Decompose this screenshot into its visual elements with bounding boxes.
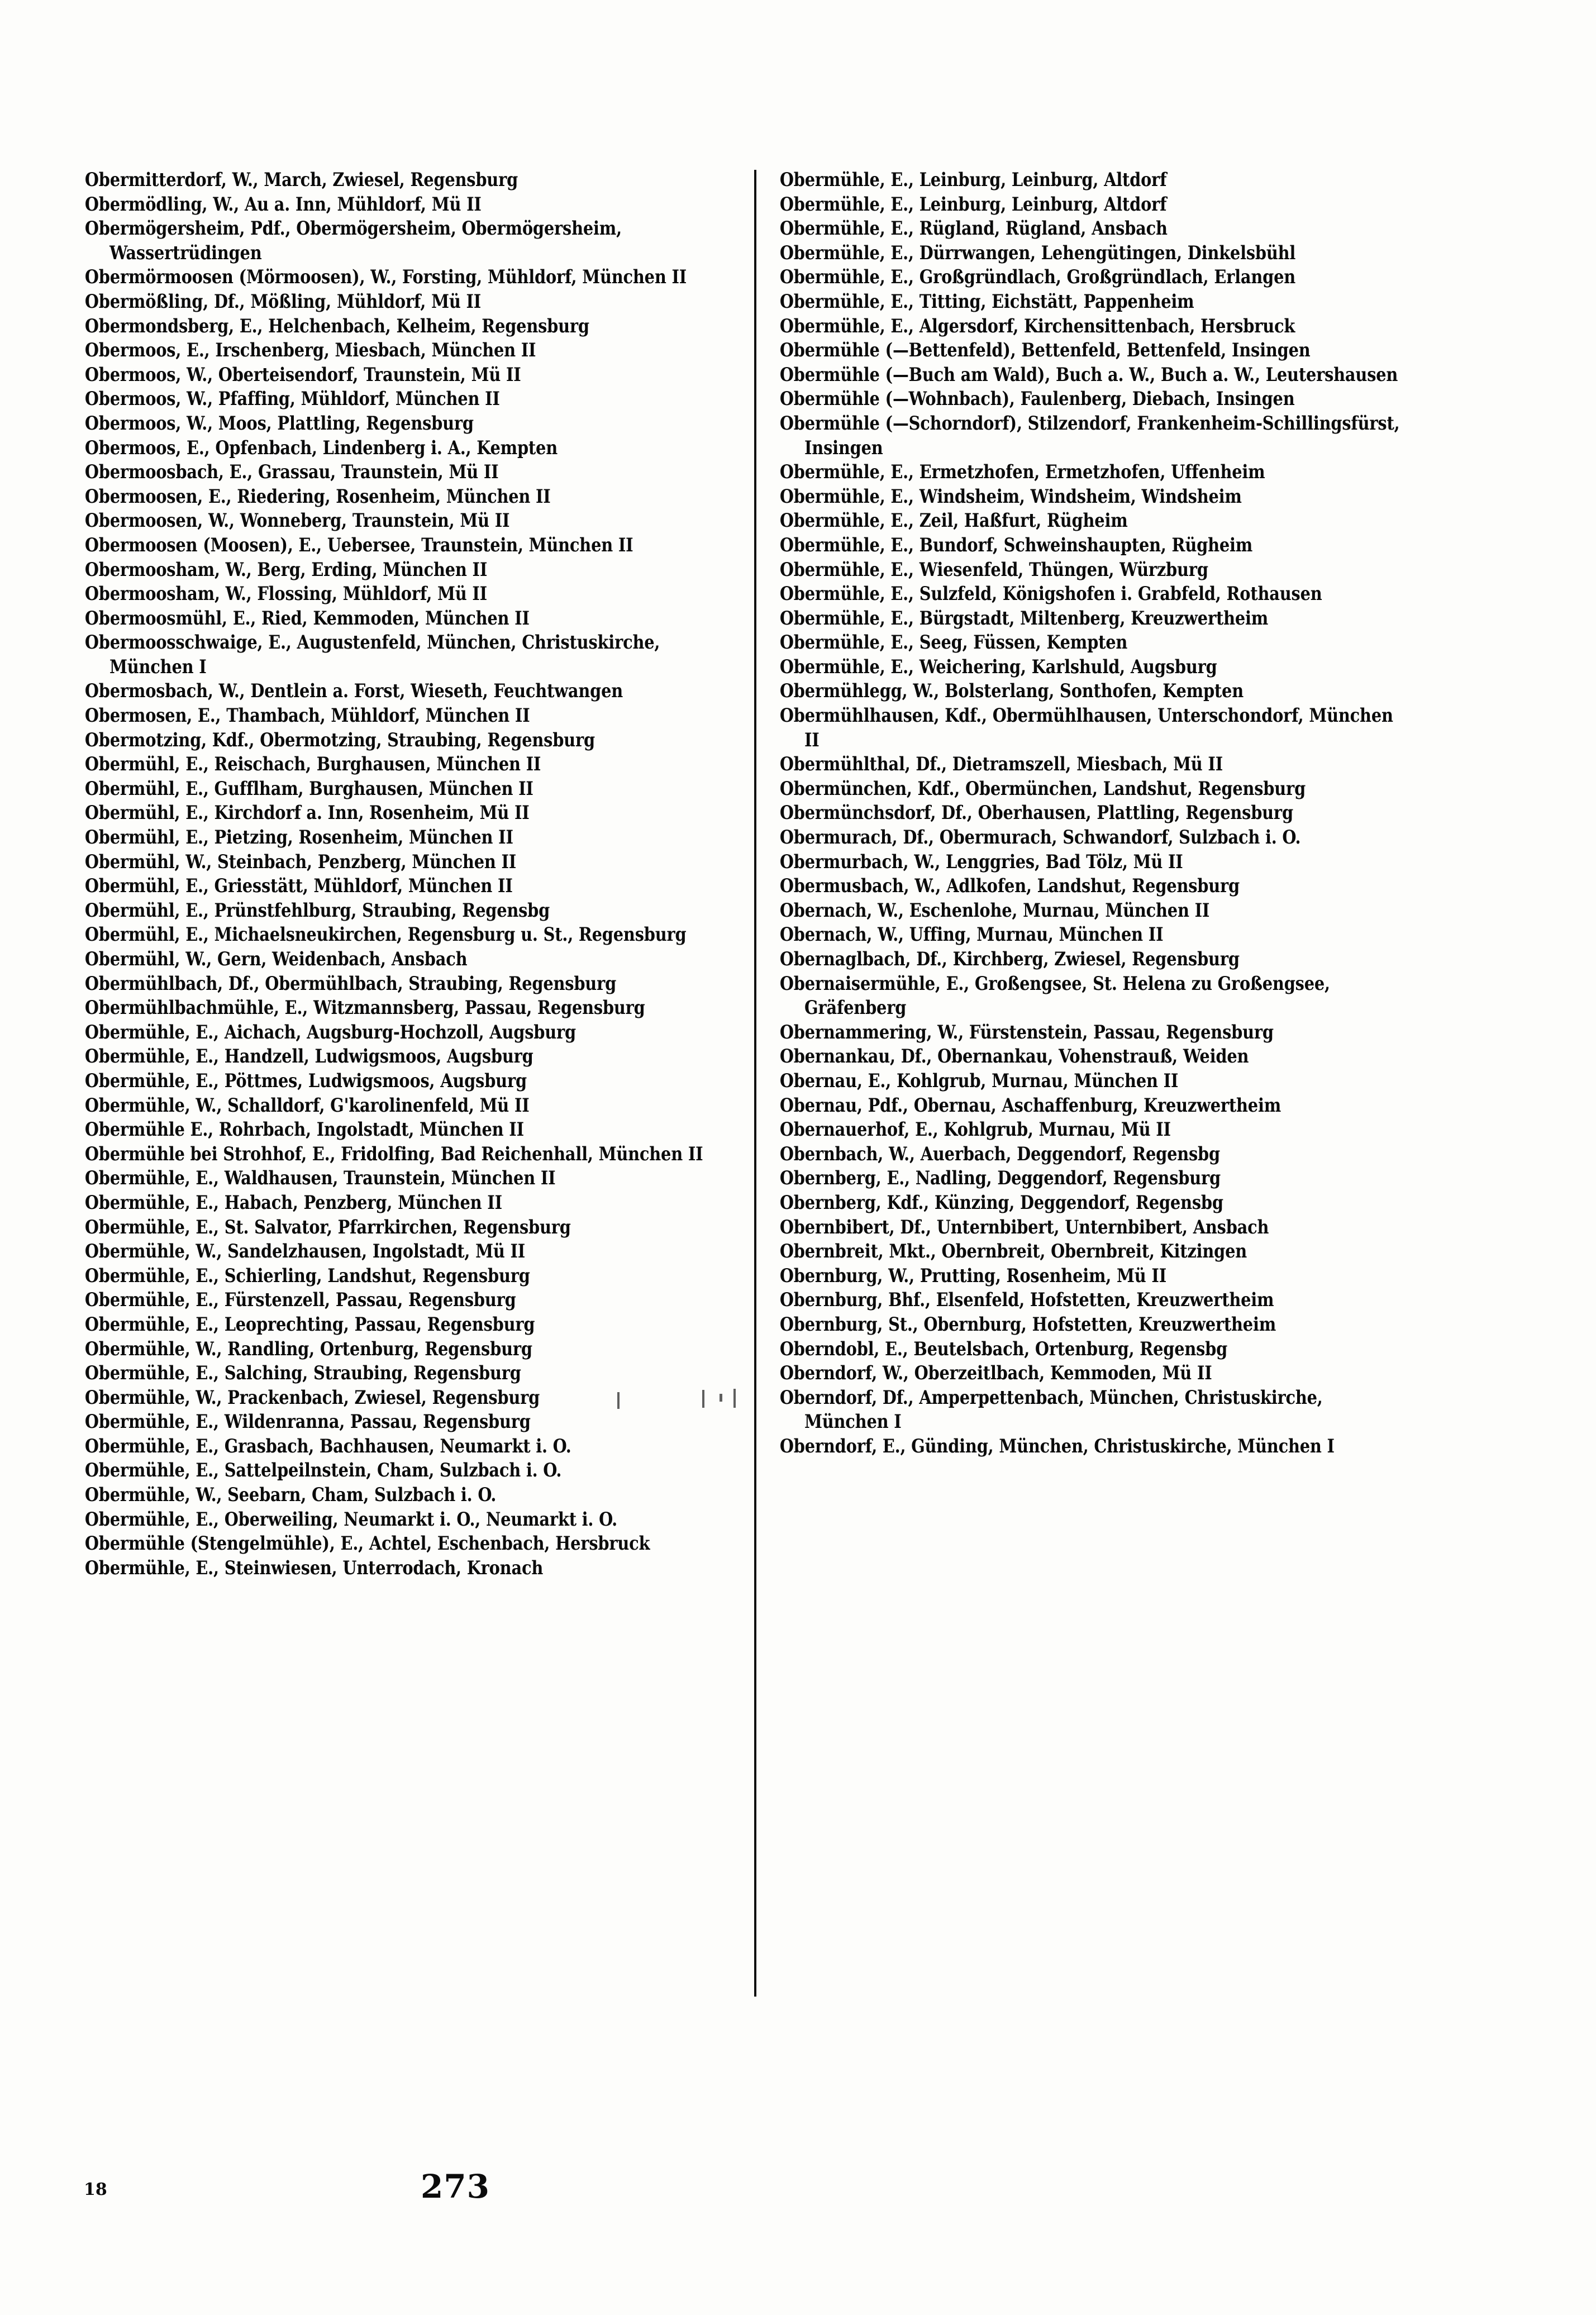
entry-text: Obermühle, E., Ermetzhofen, Ermetzhofen, Uffenheim [779,461,1265,483]
entry-text: Obermühl, E., Reischach, Burghausen, München II [84,753,541,775]
gazetteer-entry [84,1556,737,1580]
gazetteer-entry [779,411,1427,460]
entry-text: Obermühle, W., Randling, Ortenburg, Regensburg [84,1337,532,1360]
entry-text: Obermoos, E., Irschenberg, Miesbach, München II [84,339,536,361]
entry-text: Obermoosbach, E., Grassau, Traunstein, Mü II [84,461,499,483]
entry-text: Obermosbach, W., Dentlein a. Forst, Wieseth, Feuchtwangen [84,680,623,702]
gazetteer-entry [779,971,1427,1020]
entry-text: Obermühle, E., St. Salvator, Pfarrkirchen, Regensburg [84,1216,571,1238]
entry-text: Obermühle (—Wohnbach), Faulenberg, Diebach, Insingen [779,388,1295,410]
entry-text: Obermühle, E., Rügland, Rügland, Ansbach [779,217,1168,240]
entry-text: Obermühlegg, W., Bolsterlang, Sonthofen, Kempten [779,680,1244,702]
gazetteer-entry [84,558,737,582]
gazetteer-entry [84,1458,737,1483]
gazetteer-entry [84,1312,737,1337]
entry-text: Obermoos, W., Oberteisendorf, Traunstein, Mü II [84,363,521,385]
entry-text: Obermühle (—Bettenfeld), Bettenfeld, Bettenfeld, Insingen [779,339,1311,361]
entry-text: Obermühl, E., Prünstfehlburg, Straubing, Regensbg [84,899,550,921]
gazetteer-entry [84,898,737,923]
scan-speck [702,1390,704,1408]
gazetteer-entry [779,387,1427,411]
entry-text: Obernauerhof, E., Kohlgrub, Murnau, Mü II [779,1118,1171,1141]
entry-text: Obermühl, E., Pietzing, Rosenheim, München II [84,826,513,849]
gazetteer-entry [84,1166,737,1190]
gazetteer-entry [84,216,737,265]
entry-text: Obermühle, E., Bundorf, Schweinshaupten, Rügheim [779,534,1253,556]
entry-text: Obermühle, E., Weichering, Karlshuld, Augsburg [779,655,1217,678]
gazetteer-entry [84,314,737,339]
gazetteer-entry [779,850,1427,874]
entry-text: Obernankau, Df., Obernankau, Vohenstrauß, Weiden [779,1045,1249,1068]
entry-text: Obermühle, W., Schalldorf, G'karolinenfeld, Mü II [84,1094,530,1116]
entry-text: Obermühle, W., Prackenbach, Zwiesel, Regensburg [84,1386,540,1408]
gazetteer-entry [84,1020,737,1045]
gazetteer-entry [779,338,1427,363]
scan-speck [617,1392,620,1409]
gazetteer-entry [84,874,737,898]
entry-text: Obermühle, E., Handzell, Ludwigsmoos, Augsburg [84,1045,533,1068]
entry-text: Obermühle, E., Waldhausen, Traunstein, München II [84,1167,556,1189]
gazetteer-entry [84,703,737,728]
gazetteer-entry [84,1531,737,1556]
entry-text: Obermühle, E., Bürgstadt, Miltenberg, Kreuzwertheim [779,607,1269,629]
entry-text: Obermurach, Df., Obermurach, Schwandorf, Sulzbach i. O. [779,826,1301,849]
entry-text: Obermondsberg, E., Helchenbach, Kelheim, Regensburg [84,315,589,337]
entry-text: Obermühle, E., Leinburg, Leinburg, Altdorf [779,193,1167,215]
page-footer [84,2168,1469,2218]
gazetteer-entry [779,192,1427,217]
gazetteer-entry [84,922,737,947]
entry-text: Obermühle, E., Wildenranna, Passau, Regensburg [84,1411,531,1433]
entry-text: Obermühle, E., Salching, Straubing, Regensburg [84,1362,521,1384]
entry-text: Obermühle, E., Sulzfeld, Königshofen i. Grabfeld, Rothausen [779,583,1322,605]
entry-text: Obernach, W., Eschenlohe, Murnau, München II [779,899,1210,921]
entry-text: Obernburg, St., Obernburg, Hofstetten, Kreuzwertheim [779,1313,1276,1335]
entry-text: Obermühl, E., Gufflham, Burghausen, München II [84,777,533,799]
gazetteer-entry [779,630,1427,655]
gazetteer-entry [84,1093,737,1118]
entry-text: Obermühlthal, Df., Dietramszell, Miesbach, Mü II [779,753,1223,775]
entry-text: Obermühl, W., Steinbach, Penzberg, München II [84,850,517,873]
gazetteer-entry [779,1215,1427,1240]
two-column-layout [84,168,1469,2033]
entry-text: Obermusbach, W., Adlkofen, Landshut, Regensburg [779,875,1240,897]
entry-text: Obermörmoosen (Mörmoosen), W., Forsting, Mühldorf, München II [84,266,687,288]
entry-text: Obernburg, W., Prutting, Rosenheim, Mü II [779,1264,1167,1287]
entry-text: Obermühlhausen, Kdf., Obermühlhausen, Unterschondorf, München II [779,704,1399,751]
entry-text: Obermühle, E., Habach, Penzberg, München II [84,1191,502,1213]
gazetteer-entry [779,1069,1427,1093]
gazetteer-entry [779,1239,1427,1264]
entry-text: Obermosen, E., Thambach, Mühldorf, München II [84,704,530,727]
gazetteer-entry [779,777,1427,801]
gazetteer-entry [779,168,1427,192]
gazetteer-entry [779,1190,1427,1215]
entry-text: Obermühle, E., Seeg, Füssen, Kempten [779,631,1128,654]
entry-text: Oberndorf, Df., Amperpettenbach, München, Christuskirche, München I [779,1386,1328,1433]
gazetteer-entry [84,801,737,825]
gazetteer-entry [779,1044,1427,1069]
gazetteer-entry [84,168,737,192]
entry-text: Obermünchsdorf, Df., Oberhausen, Plattling, Regensburg [779,802,1293,824]
entry-text: Obernach, W., Uffing, Murnau, München II [779,923,1164,946]
gazetteer-entry [779,1361,1427,1385]
gazetteer-entry [779,922,1427,947]
gazetteer-entry [84,1434,737,1459]
gazetteer-entry [779,1385,1427,1434]
gazetteer-entry [779,898,1427,923]
entry-text: Obermühlbachmühle, E., Witzmannsberg, Passau, Regensburg [84,997,645,1019]
gazetteer-entry [84,752,737,777]
gazetteer-entry [84,1069,737,1093]
entry-text: Obernaisermühle, E., Großengsee, St. Helena zu Großengsee, Gräfenberg [779,972,1336,1019]
entry-text: Obernbach, W., Auerbach, Deggendorf, Regensbg [779,1142,1220,1165]
gazetteer-entry [779,703,1427,752]
entry-text: Obernau, Pdf., Obernau, Aschaffenburg, Kreuzwertheim [779,1094,1281,1116]
signature-mark: 18 [84,2180,107,2199]
gazetteer-entry [84,387,737,411]
entry-text: Obermühle, E., Zeil, Haßfurt, Rügheim [779,509,1128,532]
entry-text: Obermoos, W., Moos, Plattling, Regensburg [84,412,474,434]
gazetteer-entry [84,1337,737,1361]
entry-text: Obermitterdorf, W., March, Zwiesel, Regensburg [84,169,518,190]
gazetteer-entry [84,630,737,679]
gazetteer-entry [84,1483,737,1507]
gazetteer-entry [779,825,1427,850]
entry-text: Obermühle, W., Sandelzhausen, Ingolstadt, Mü II [84,1240,526,1263]
gazetteer-entry [84,1385,737,1410]
page-body [84,168,1469,2033]
gazetteer-entry [779,752,1427,777]
gazetteer-entry [84,679,737,703]
gazetteer-entry [84,533,737,558]
gazetteer-entry [779,582,1427,606]
entry-text: Obermühle, E., Aichach, Augsburg-Hochzoll, Augsburg [84,1021,577,1043]
gazetteer-entry [779,1166,1427,1190]
gazetteer-entry [84,1409,737,1434]
entry-text: Obermoosen (Moosen), E., Uebersee, Traunstein, München II [84,534,633,556]
gazetteer-entry [84,947,737,971]
entry-text: Obernberg, E., Nadling, Deggendorf, Regensburg [779,1167,1221,1189]
gazetteer-entry [84,971,737,996]
entry-text: Obermößling, Df., Mößling, Mühldorf, Mü II [84,290,482,312]
gazetteer-entry [779,1288,1427,1312]
gazetteer-entry [84,192,737,217]
entry-text: Obernburg, Bhf., Elsenfeld, Hofstetten, Kreuzwertheim [779,1289,1274,1311]
entry-text: Obermühle, E., Fürstenzell, Passau, Regensburg [84,1289,516,1311]
entry-text: Obermühle, E., Windsheim, Windsheim, Windsheim [779,485,1242,507]
entry-text: Obermödling, W., Au a. Inn, Mühldorf, Mü II [84,193,482,215]
entry-text: Oberndobl, E., Beutelsbach, Ortenburg, Regensbg [779,1337,1228,1360]
entry-text: Obermühl, E., Michaelsneukirchen, Regensburg u. St., Regensburg [84,923,687,946]
entry-text: Obermühlbach, Df., Obermühlbach, Straubing, Regensburg [84,972,617,994]
gazetteer-entry [84,582,737,606]
page-number: 273 [420,2168,490,2206]
gazetteer-entry [84,338,737,363]
entry-text: Obermühle (Stengelmühle), E., Achtel, Eschenbach, Hersbruck [84,1532,650,1555]
gazetteer-entry [84,1288,737,1312]
gazetteer-entry [84,1142,737,1166]
gazetteer-entry [84,728,737,752]
entry-text: Obermühle E., Rohrbach, Ingolstadt, München II [84,1118,524,1141]
entry-text: Obermühle (—Buch am Wald), Buch a. W., Buch a. W., Leutershausen [779,363,1398,385]
gazetteer-entry [779,679,1427,703]
entry-text: Obernaglbach, Df., Kirchberg, Zwiesel, Regensburg [779,948,1240,970]
gazetteer-entry [84,777,737,801]
gazetteer-entry [779,484,1427,509]
entry-text: Obermoosham, W., Berg, Erding, München II [84,558,488,580]
gazetteer-entry [779,314,1427,339]
gazetteer-entry [779,801,1427,825]
entry-text: Obermühle, E., Oberweiling, Neumarkt i. O., Neumarkt i. O. [84,1508,618,1530]
entry-text: Obernbibert, Df., Unternbibert, Unternbibert, Ansbach [779,1216,1269,1238]
entry-text: Obermühle, E., Großgründlach, Großgründlach, Erlangen [779,266,1296,288]
gazetteer-entry [84,606,737,631]
gazetteer-entry [779,874,1427,898]
entry-text: Obermoosmühl, E., Ried, Kemmoden, München II [84,607,530,629]
gazetteer-entry [779,1020,1427,1045]
gazetteer-entry [84,436,737,460]
gazetteer-entry [779,1264,1427,1288]
gazetteer-entry [84,1215,737,1240]
gazetteer-entry [779,947,1427,971]
entry-text: Obermoos, E., Opfenbach, Lindenberg i. A., Kempten [84,436,558,459]
entry-text: Obermühle, E., Steinwiesen, Unterrodach, Kronach [84,1556,544,1579]
gazetteer-entry [84,825,737,850]
gazetteer-entry [779,1142,1427,1166]
entry-text: Obermühl, E., Griesstätt, Mühldorf, München II [84,875,513,897]
right-column [756,168,1427,1458]
gazetteer-entry [779,1337,1427,1361]
gazetteer-entry [779,508,1427,533]
gazetteer-entry [779,1093,1427,1118]
entry-text: Obermünchen, Kdf., Obermünchen, Landshut, Regensburg [779,777,1306,799]
gazetteer-entry [779,558,1427,582]
gazetteer-entry [84,1361,737,1385]
gazetteer-entry [84,411,737,436]
entry-text: Oberndorf, W., Oberzeitlbach, Kemmoden, Mü II [779,1362,1212,1384]
gazetteer-entry [84,1044,737,1069]
entry-text: Obermühle, E., Leoprechting, Passau, Regensburg [84,1313,535,1335]
entry-text: Obermoosen, W., Wonneberg, Traunstein, Mü II [84,509,510,532]
scan-speck [733,1389,736,1408]
entry-text: Obermühl, W., Gern, Weidenbach, Ansbach [84,948,468,970]
entry-text: Obermoos, W., Pfaffing, Mühldorf, München II [84,388,500,410]
entry-text: Obermühle bei Strohhof, E., Fridolfing, Bad Reichenhall, München II [84,1142,703,1165]
gazetteer-entry [84,484,737,509]
entry-text: Obermoosham, W., Flossing, Mühldorf, Mü II [84,583,487,605]
entry-text: Obermögersheim, Pdf., Obermögersheim, Obermögersheim, Wassertrüdingen [84,217,627,264]
gazetteer-entry [84,508,737,533]
gazetteer-entry [84,995,737,1020]
entry-text: Obermühle, E., Sattelpeilnstein, Cham, Sulzbach i. O. [84,1459,562,1482]
gazetteer-entry [84,1239,737,1264]
gazetteer-entry [84,363,737,387]
entry-text: Obermühl, E., Kirchdorf a. Inn, Rosenheim, Mü II [84,802,530,824]
entry-text: Obernberg, Kdf., Künzing, Deggendorf, Regensbg [779,1191,1223,1213]
entry-text: Obermühle (—Schorndorf), Stilzendorf, Frankenheim-Schillingsfürst, Insingen [779,412,1406,459]
gazetteer-entry [779,265,1427,289]
gazetteer-entry [779,1312,1427,1337]
entry-text: Obernammering, W., Fürstenstein, Passau, Regensburg [779,1021,1274,1043]
gazetteer-entry [779,241,1427,265]
gazetteer-entry [779,533,1427,558]
gazetteer-entry [779,606,1427,631]
entry-text: Obermühle, E., Leinburg, Leinburg, Altdorf [779,169,1167,190]
entry-text: Obernau, E., Kohlgrub, Murnau, München II [779,1069,1179,1092]
gazetteer-entry [779,460,1427,484]
entry-text: Obermoosen, E., Riedering, Rosenheim, München II [84,485,551,507]
scan-speck [720,1394,722,1402]
entry-text: Obermühle, E., Schierling, Landshut, Regensburg [84,1264,530,1287]
gazetteer-entry [84,1507,737,1532]
gazetteer-entry [84,1190,737,1215]
gazetteer-entry [779,216,1427,241]
entry-text: Obermühle, E., Dürrwangen, Lehengütingen, Dinkelsbühl [779,241,1296,264]
gazetteer-entry [779,363,1427,387]
left-column [84,168,754,1580]
gazetteer-entry [84,850,737,874]
entry-text: Oberndorf, E., Günding, München, Christuskirche, München I [779,1435,1335,1457]
entry-text: Obernbreit, Mkt., Obernbreit, Obernbreit, Kitzingen [779,1240,1247,1263]
gazetteer-entry [779,1434,1427,1459]
gazetteer-entry [84,460,737,484]
gazetteer-entry [779,289,1427,314]
gazetteer-entry [84,1117,737,1142]
entry-text: Obermühle, E., Grasbach, Bachhausen, Neumarkt i. O. [84,1435,571,1457]
entry-text: Obermühle, E., Wiesenfeld, Thüngen, Würzburg [779,558,1208,580]
gazetteer-entry [84,1264,737,1288]
entry-text: Obermotzing, Kdf., Obermotzing, Straubing, Regensburg [84,728,595,751]
gazetteer-entry [779,1117,1427,1142]
gazetteer-entry [84,289,737,314]
entry-text: Obermühle, E., Pöttmes, Ludwigsmoos, Augsburg [84,1069,527,1092]
gazetteer-entry [84,265,737,289]
entry-text: Obermurbach, W., Lenggries, Bad Tölz, Mü II [779,850,1183,873]
entry-text: Obermühle, E., Titting, Eichstätt, Pappenheim [779,290,1194,312]
entry-text: Obermoosschwaige, E., Augustenfeld, München, Christuskirche, München I [84,631,666,678]
entry-text: Obermühle, E., Algersdorf, Kirchensittenbach, Hersbruck [779,315,1295,337]
gazetteer-entry [779,655,1427,679]
entry-text: Obermühle, W., Seebarn, Cham, Sulzbach i. O. [84,1484,497,1506]
